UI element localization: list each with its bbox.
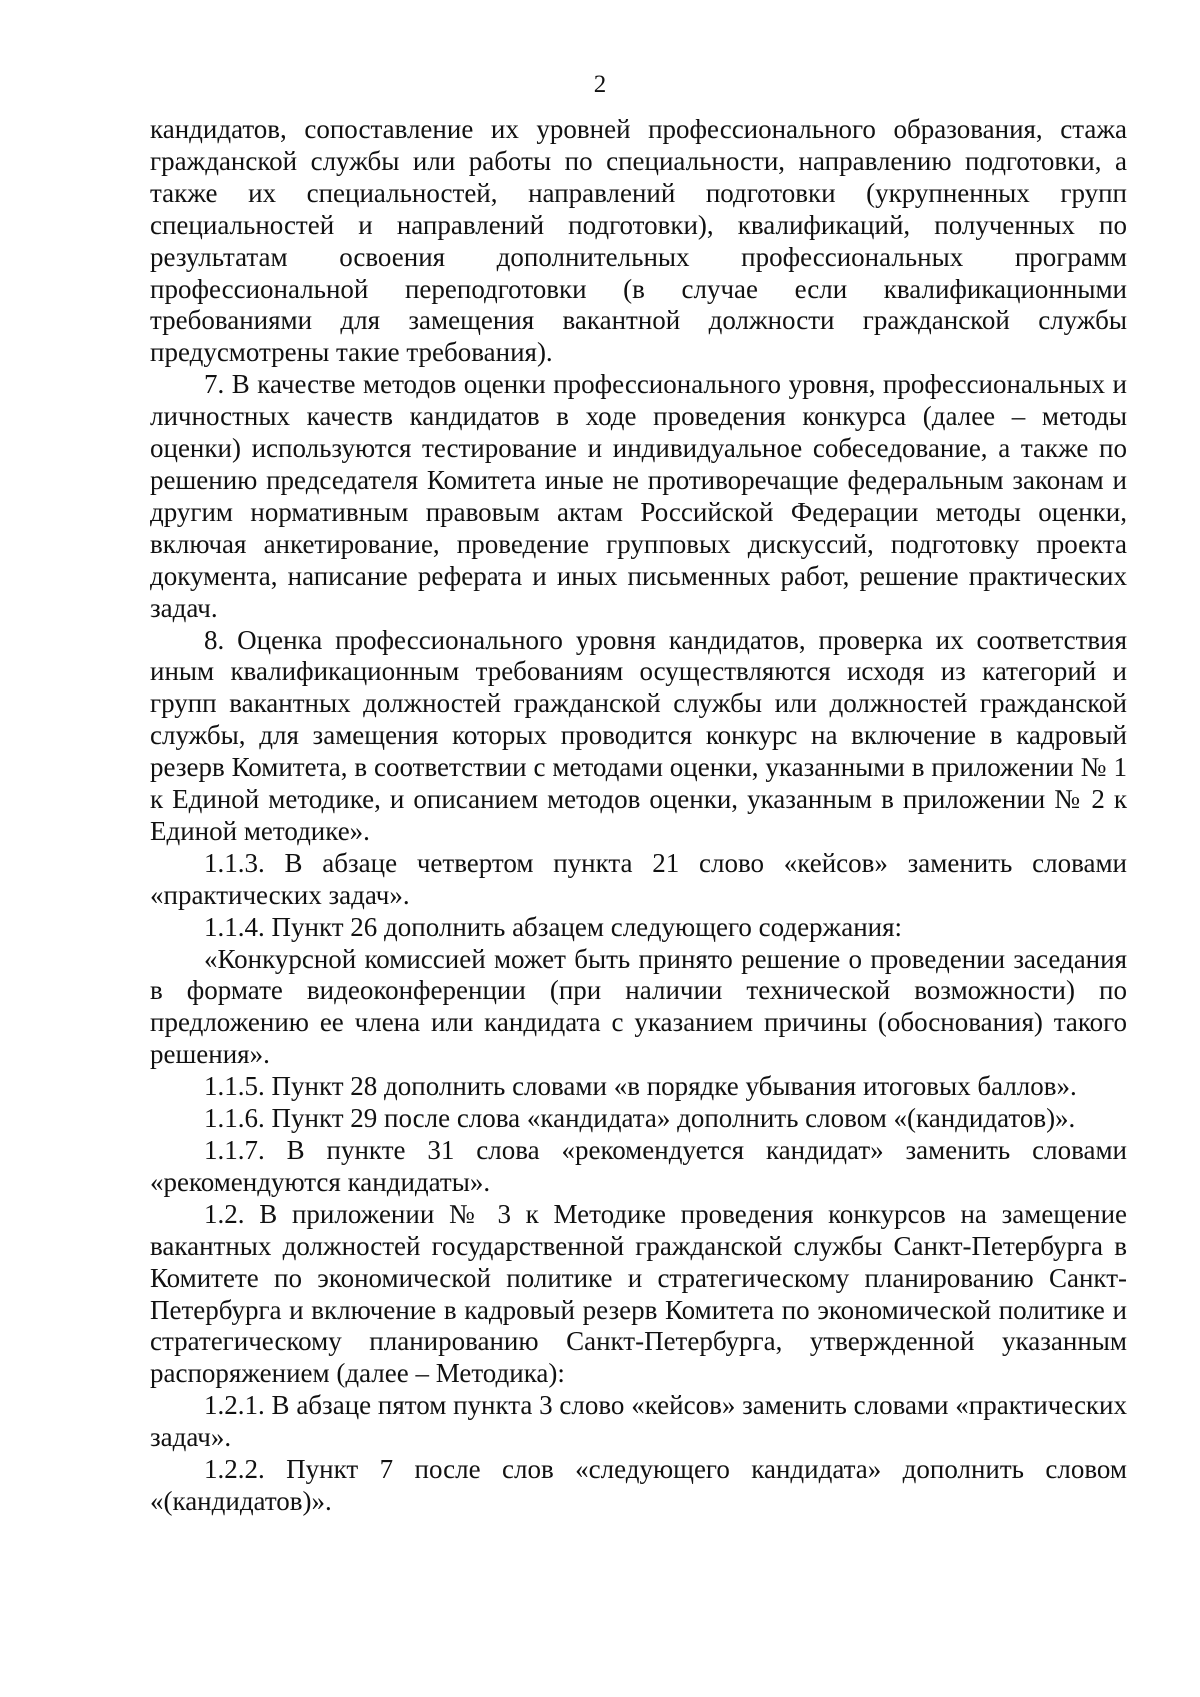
paragraph-1-2-1: 1.2.1. В абзаце пятом пункта 3 слово «кейсов» заменить словами «практических задач». xyxy=(150,1390,1127,1453)
paragraph-1-1-3: 1.1.3. В абзаце четвертом пункта 21 слово «кейсов» заменить словами «практических задач». xyxy=(150,847,1127,910)
paragraph-1-2-2: 1.2.2. Пункт 7 после слов «следующего кандидата» дополнить словом «(кандидатов)». xyxy=(150,1454,1127,1516)
paragraph-item-8: 8. Оценка профессионального уровня кандидатов, проверка их соответствия иным квалификационным требованиям осуществляются исходя из категорий и групп вакантных должностей гражданской службы или должностей гражданской службы, для замещения которых проводится конкурс на включение в кадровый резерв Комитета, в соответствии с методами оценки, указанными в приложении № 1 к Единой методике, и описанием методов оценки, указанным в приложении № 2 к Единой методике». xyxy=(150,624,1127,846)
page-number: 2 xyxy=(593,71,607,98)
paragraph-1-1-6: 1.1.6. Пункт 29 после слова «кандидата» дополнить словом «(кандидатов)». xyxy=(204,1103,1076,1134)
paragraph-1-2: 1.2. В приложении № 3 к Методике проведения конкурсов на замещение вакантных должностей государственной гражданской службы Санкт-Петербурга в Комитете по экономической политике и стратегическому планированию Санкт-Петербурга и включение в кадровый резерв Комитета по экономической политике и стратегическому планированию Санкт-Петербурга, утвержденной указанным распоряжением (далее – Методика): xyxy=(150,1198,1127,1389)
paragraph-continuation: кандидатов, сопоставление их уровней профессионального образования, стажа гражданской службы или работы по специальности, направлению подготовки, а также их специальностей, направлений подготовки (укрупненных групп специальностей и направлений подготовки), квалификаций, полученных по результатам освоения дополнительных профессиональных программ профессиональной переподготовки (в случае если квалификационными требованиями для замещения вакантной должности гражданской службы предусмотрены такие требования). xyxy=(150,114,1127,368)
paragraph-1-1-4: 1.1.4. Пункт 26 дополнить абзацем следующего содержания: xyxy=(204,911,903,942)
paragraph-1-1-7: 1.1.7. В пункте 31 слова «рекомендуется кандидат» заменить словами «рекомендуются кандидаты». xyxy=(150,1135,1127,1197)
paragraph-quoted-addition: «Конкурсной комиссией может быть принято решение о проведении заседания в формате видеоконференции (при наличии технической возможности) по предложению ее члена или кандидата с указанием причины (обоснования) такого решения». xyxy=(150,943,1127,1070)
document-body xyxy=(150,114,1127,1518)
paragraph-1-1-5: 1.1.5. Пункт 28 дополнить словами «в порядке убывания итоговых баллов». xyxy=(204,1071,1077,1102)
paragraph-item-7: 7. В качестве методов оценки профессионального уровня, профессиональных и личностных качеств кандидатов в ходе проведения конкурса (далее – методы оценки) используются тестирование и индивидуальное собеседование, а также по решению председателя Комитета иные не противоречащие федеральным законам и другим нормативным правовым актам Российской Федерации методы оценки, включая анкетирование, проведение групповых дискуссий, подготовку проекта документа, написание реферата и иных письменных работ, решение практических задач. xyxy=(150,369,1127,623)
